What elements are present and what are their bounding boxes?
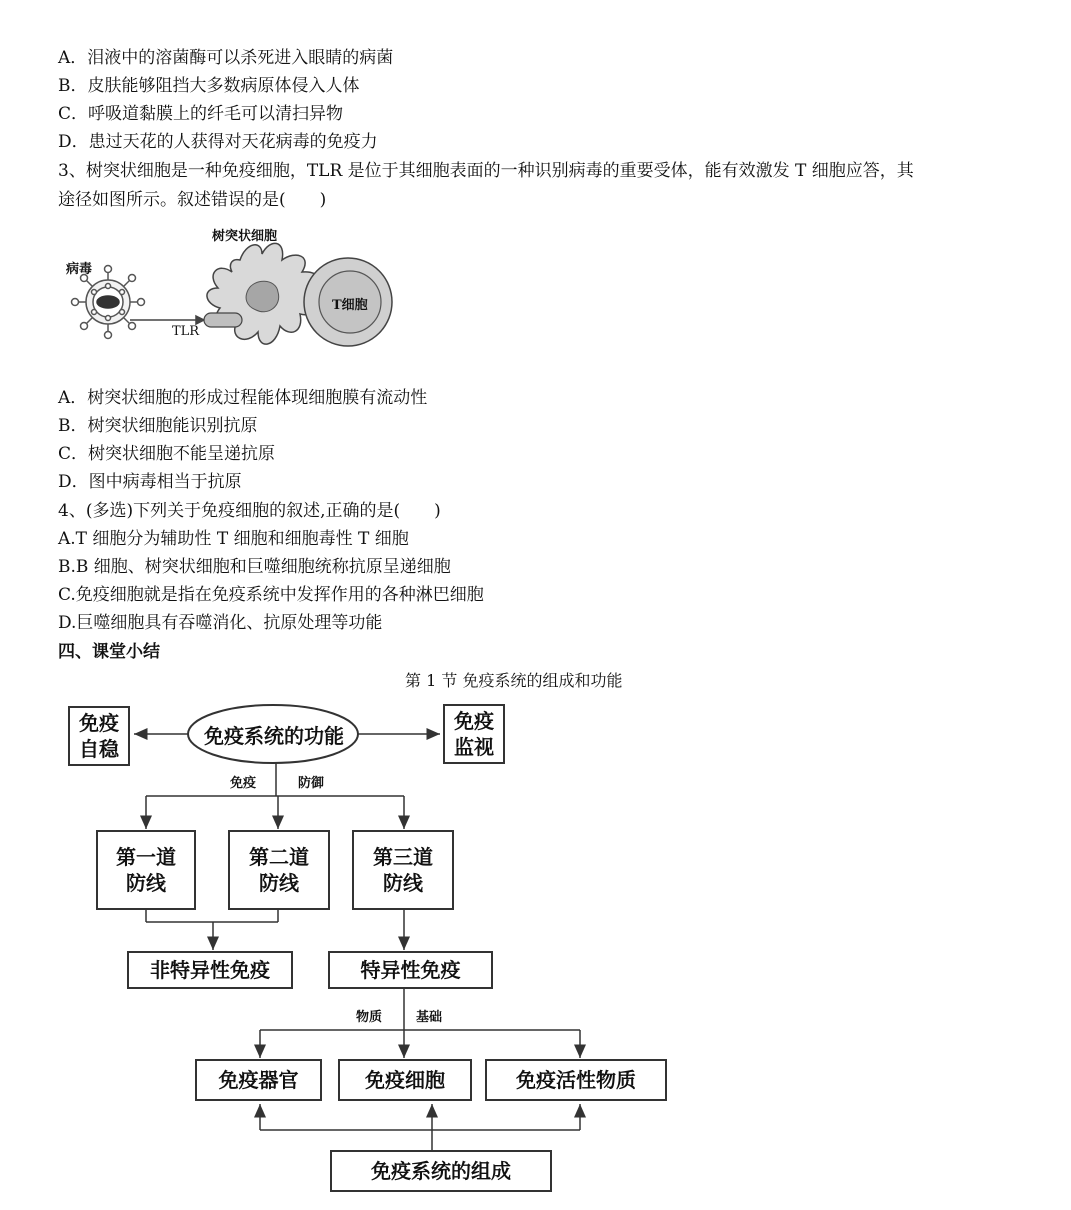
surveillance-line1: 免疫 xyxy=(454,709,494,733)
immune-cells-box: 免疫细胞 xyxy=(338,1059,472,1101)
q4-option-a: A.T 细胞分为辅助性 T 细胞和细胞毒性 T 细胞 xyxy=(58,529,409,549)
q4-option-c: C.免疫细胞就是指在免疫系统中发挥作用的各种淋巴细胞 xyxy=(58,585,484,605)
q2-option-b: B．皮肤能够阻挡大多数病原体侵入人体 xyxy=(58,76,360,96)
basis-label-right: 基础 xyxy=(416,1010,443,1025)
q4-option-d: D.巨噬细胞具有吞噬消化、抗原处理等功能 xyxy=(58,613,383,633)
defense-label-left: 免疫 xyxy=(230,776,257,791)
third-line-line2: 防线 xyxy=(383,871,423,895)
immune-system-composition-box: 免疫系统的组成 xyxy=(330,1150,552,1192)
q3-stem-line1: 3、树突状细胞是一种免疫细胞，TLR 是位于其细胞表面的一种识别病毒的重要受体，能有效激发 T 细胞应答，其 xyxy=(58,161,914,181)
third-line-line1: 第三道 xyxy=(373,845,433,869)
q3-stem-line2: 途径如图所示。叙述错误的是( ) xyxy=(58,190,327,210)
first-line-box xyxy=(96,830,196,910)
immune-functions-node: 免疫系统的功能 xyxy=(204,723,344,748)
q3-option-a: A．树突状细胞的形成过程能体现细胞膜有流动性 xyxy=(58,388,428,408)
dendritic-cell-label: 树突状细胞 xyxy=(212,229,278,244)
immune-organs-box: 免疫器官 xyxy=(195,1059,322,1101)
second-line-box xyxy=(228,830,330,910)
specific-immunity-box: 特异性免疫 xyxy=(328,951,493,989)
section-title: 第 1 节 免疫系统的组成和功能 xyxy=(405,671,623,690)
basis-label-left: 物质 xyxy=(356,1010,383,1025)
self-stability-box xyxy=(68,706,130,766)
second-line-line2: 防线 xyxy=(259,871,299,895)
surveillance-line2: 监视 xyxy=(454,735,494,759)
tlr-label: TLR xyxy=(172,324,200,339)
summary-heading: 四、课堂小结 xyxy=(58,642,160,662)
q2-option-a: A．泪液中的溶菌酶可以杀死进入眼睛的病菌 xyxy=(58,48,394,68)
second-line-line1: 第二道 xyxy=(249,845,309,869)
nonspecific-immunity-box: 非特异性免疫 xyxy=(127,951,293,989)
self-stability-line1: 免疫 xyxy=(79,711,119,735)
q4-stem: 4、(多选)下列关于免疫细胞的叙述,正确的是( ) xyxy=(58,501,441,521)
immune-active-substances-box: 免疫活性物质 xyxy=(485,1059,667,1101)
third-line-box xyxy=(352,830,454,910)
q3-option-b: B．树突状细胞能识别抗原 xyxy=(58,416,258,436)
first-line-line2: 防线 xyxy=(126,871,166,895)
self-stability-line2: 自稳 xyxy=(79,737,119,761)
q2-option-d: D．患过天花的人获得对天花病毒的免疫力 xyxy=(58,132,378,152)
defense-label-right: 防御 xyxy=(298,776,325,791)
virus-label: 病毒 xyxy=(66,262,93,277)
q3-option-c: C．树突状细胞不能呈递抗原 xyxy=(58,444,276,464)
q2-option-c: C．呼吸道黏膜上的纤毛可以清扫异物 xyxy=(58,104,344,124)
t-cell-label: T细胞 xyxy=(332,298,368,313)
q4-option-b: B.B 细胞、树突状细胞和巨噬细胞统称抗原呈递细胞 xyxy=(58,557,451,577)
surveillance-box xyxy=(443,704,505,764)
q3-option-d: D．图中病毒相当于抗原 xyxy=(58,472,242,492)
first-line-line1: 第一道 xyxy=(116,845,176,869)
